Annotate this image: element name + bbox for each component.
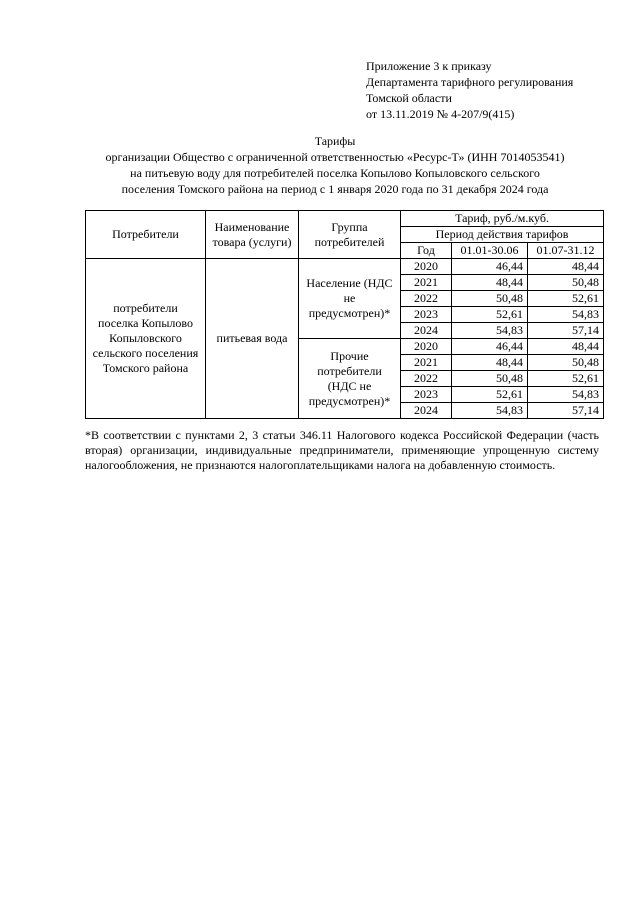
header-consumers: Потребители	[86, 211, 206, 259]
tariff-h1-cell: 54,83	[452, 323, 528, 339]
header-period: Период действия тарифов	[401, 227, 604, 243]
tariff-h1-cell: 48,44	[452, 275, 528, 291]
tariff-h2-cell: 57,14	[528, 403, 604, 419]
tariff-h2-cell: 52,61	[528, 291, 604, 307]
tariff-h2-cell: 48,44	[528, 259, 604, 275]
appendix-block	[366, 59, 606, 123]
year-cell: 2020	[401, 339, 452, 355]
tariff-h1-cell: 54,83	[452, 403, 528, 419]
tariff-h1-cell: 50,48	[452, 291, 528, 307]
year-cell: 2024	[401, 323, 452, 339]
tariff-h1-cell: 46,44	[452, 339, 528, 355]
appendix-line-4: от 13.11.2019 № 4-207/9(415)	[366, 107, 515, 121]
title-line-2: организации Общество с ограниченной ответственностью «Ресурс-Т» (ИНН 7014053541)	[105, 150, 565, 164]
tariff-h2-cell: 50,48	[528, 275, 604, 291]
tariff-h2-cell: 54,83	[528, 387, 604, 403]
header-half-2: 01.07-31.12	[528, 243, 604, 259]
appendix-line-3: Томской области	[366, 91, 452, 105]
header-product: Наименование товара (услуги)	[206, 211, 299, 259]
header-group: Группа потребителей	[299, 211, 401, 259]
tariff-h2-cell: 54,83	[528, 307, 604, 323]
tariff-h1-cell: 52,61	[452, 387, 528, 403]
header-tariff: Тариф, руб./м.куб.	[401, 211, 604, 227]
consumer-cell: потребители поселка Копылово Копыловского сельского поселения Томского района	[86, 259, 206, 419]
tariff-h1-cell: 52,61	[452, 307, 528, 323]
tariff-table	[85, 210, 604, 419]
table-row	[86, 259, 604, 275]
year-cell: 2022	[401, 371, 452, 387]
tariff-h1-cell: 48,44	[452, 355, 528, 371]
title-line-3: на питьевую воду для потребителей поселка Копылово Копыловского сельского	[130, 166, 540, 180]
title-line-4: поселения Томского района на период с 1 января 2020 года по 31 декабря 2024 года	[121, 182, 549, 196]
header-year: Год	[401, 243, 452, 259]
year-cell: 2020	[401, 259, 452, 275]
tariff-h2-cell: 50,48	[528, 355, 604, 371]
tariff-h2-cell: 57,14	[528, 323, 604, 339]
footnote-text: *В соответствии с пунктами 2, 3 статьи 346.11 Налогового кодекса Российской Федерации (часть вторая) организации, индивидуальные предприниматели, применяющие упрощенную систему налогообложения, не признаются налогоплательщиками налога на добавленную стоимость.	[85, 428, 599, 472]
appendix-line-1: Приложение 3 к приказу	[366, 59, 492, 73]
tariff-h2-cell: 48,44	[528, 339, 604, 355]
year-cell: 2024	[401, 403, 452, 419]
document-title	[70, 134, 600, 198]
year-cell: 2022	[401, 291, 452, 307]
group-cell: Прочие потребители (НДС не предусмотрен)*	[299, 339, 401, 419]
title-line-1: Тарифы	[314, 134, 356, 148]
year-cell: 2021	[401, 355, 452, 371]
year-cell: 2023	[401, 307, 452, 323]
tariff-h2-cell: 52,61	[528, 371, 604, 387]
appendix-line-2: Департамента тарифного регулирования	[366, 75, 574, 89]
year-cell: 2021	[401, 275, 452, 291]
footnote	[85, 428, 599, 473]
tariff-h1-cell: 50,48	[452, 371, 528, 387]
header-half-1: 01.01-30.06	[452, 243, 528, 259]
year-cell: 2023	[401, 387, 452, 403]
group-cell: Население (НДС не предусмотрен)*	[299, 259, 401, 339]
product-cell: питьевая вода	[206, 259, 299, 419]
tariff-h1-cell: 46,44	[452, 259, 528, 275]
